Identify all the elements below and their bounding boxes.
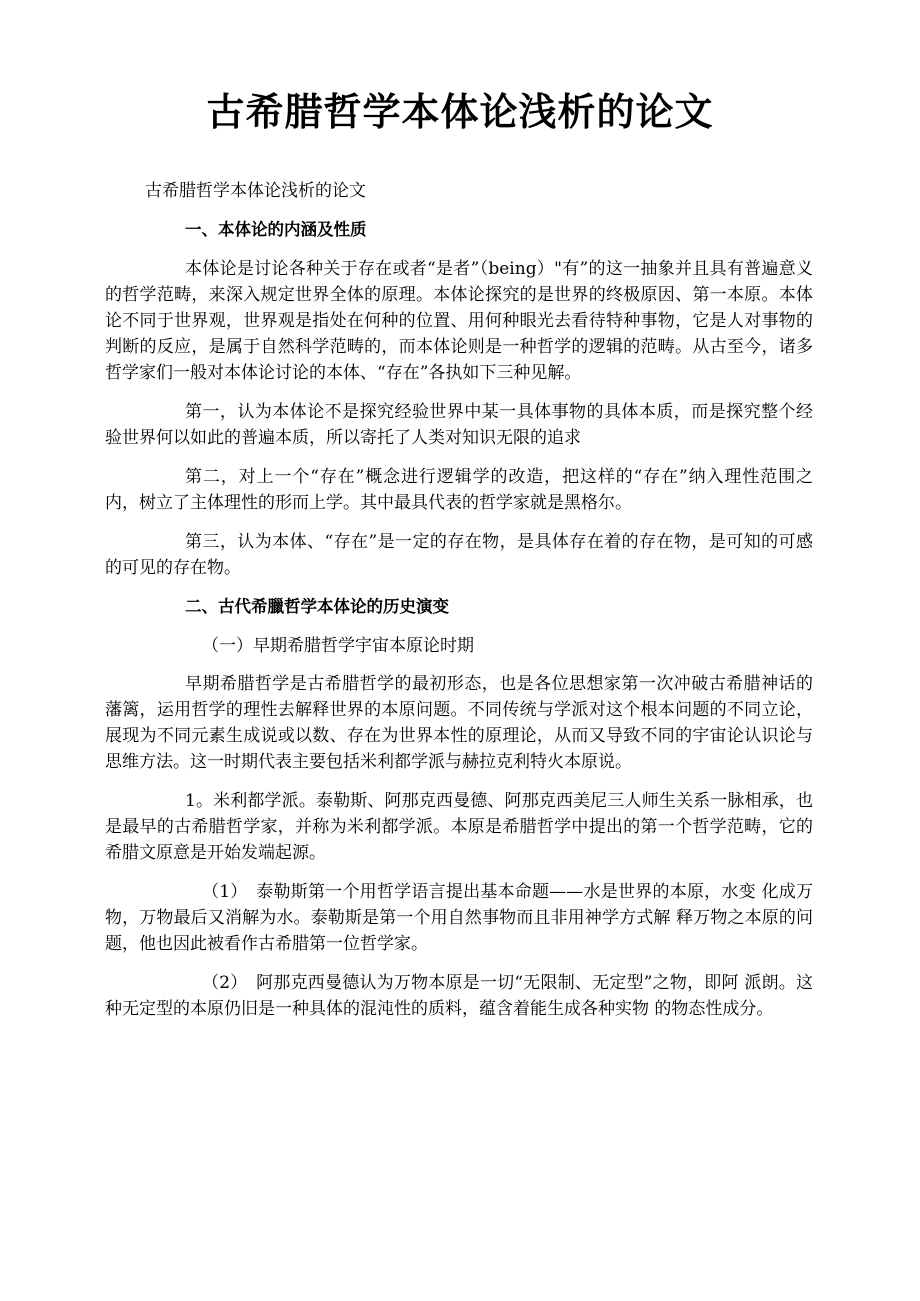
paragraph: 第二，对上一个“存在”概念进行逻辑学的改造，把这样的“存在”纳入理性范围之内，树立了主体理性的形而上学。其中最具代表的哲学家就是黑格尔。 — [105, 467, 813, 513]
paragraph: 1。米利都学派。泰勒斯、阿那克西曼德、阿那克西美尼三人师生关系一脉相承，也是最早的古希腊哲学家，并称为米利都学派。本原是希腊哲学中提出的第一个哲学范畴，它的希腊文原意是开始发端起源。 — [105, 791, 813, 863]
section-heading-1: 一、本体论的内涵及性质 — [185, 220, 367, 239]
document-subtitle: 古希腊哲学本体论浅析的论文 — [145, 181, 366, 201]
list-item: （1） 泰勒斯第一个用哲学语言提出基本命题——水是世界的本原，水变 化成万物，万物最后又消解为水。泰勒斯是第一个用自然事物而且非用神学方式解 释万物之本原的问题，他也因此被看作古希腊第一位哲学家。 — [105, 882, 813, 954]
paragraph: 早期希腊哲学是古希腊哲学的最初形态，也是各位思想家第一次冲破古希腊神话的藩篱，运用哲学的理性去解释世界的本原问题。不同传统与学派对这个根本问题的不同立论，展现为不同元素生成说或以数、存在为世界本性的原理论，从而又导致不同的宇宙论认识论与思维方法。这一时期代表主要包括米利都学派与赫拉克利特火本原说。 — [105, 674, 813, 772]
paragraph: 本体论是讨论各种关于存在或者“是者”（being）"有”的这一抽象并且具有普遍意义的哲学范畴，来深入规定世界全体的原理。本体论探究的是世界的终极原因、第一本原。本体论不同于世界观，世界观是指处在何种的位置、用何种眼光去看待特种事物，它是人对事物的判断的反应，是属于自然科学范畴的，而本体论则是一种哲学的逻辑的范畴。从古至今，诸多哲学家们一般对本体论讨论的本体、“存在”各执如下三种见解。 — [105, 259, 813, 383]
paragraph: 第三，认为本体、“存在”是一定的存在物，是具体存在着的存在物，是可知的可感的可见的存在物。 — [105, 532, 813, 578]
subsection-heading: （一）早期希腊哲学宇宙本原论时期 — [202, 636, 474, 656]
list-item: （2） 阿那克西曼德认为万物本原是一切“无限制、无定型”之物，即阿 派朗。这种无定型的本原仍旧是一种具体的混沌性的质料，蕴含着能生成各种实物 的物态性成分。 — [105, 973, 813, 1019]
document-title: 古希腊哲学本体论浅析的论文 — [206, 89, 714, 134]
section-heading-2: 二、古代希臘哲学本体论的历史演变 — [185, 597, 449, 616]
document-body — [105, 178, 813, 1035]
paragraph: 第一，认为本体论不是探究经验世界中某一具体事物的具体本质，而是探究整个经验世界何以如此的普遍本质，所以寄托了人类对知识无限的追求 — [105, 402, 813, 448]
